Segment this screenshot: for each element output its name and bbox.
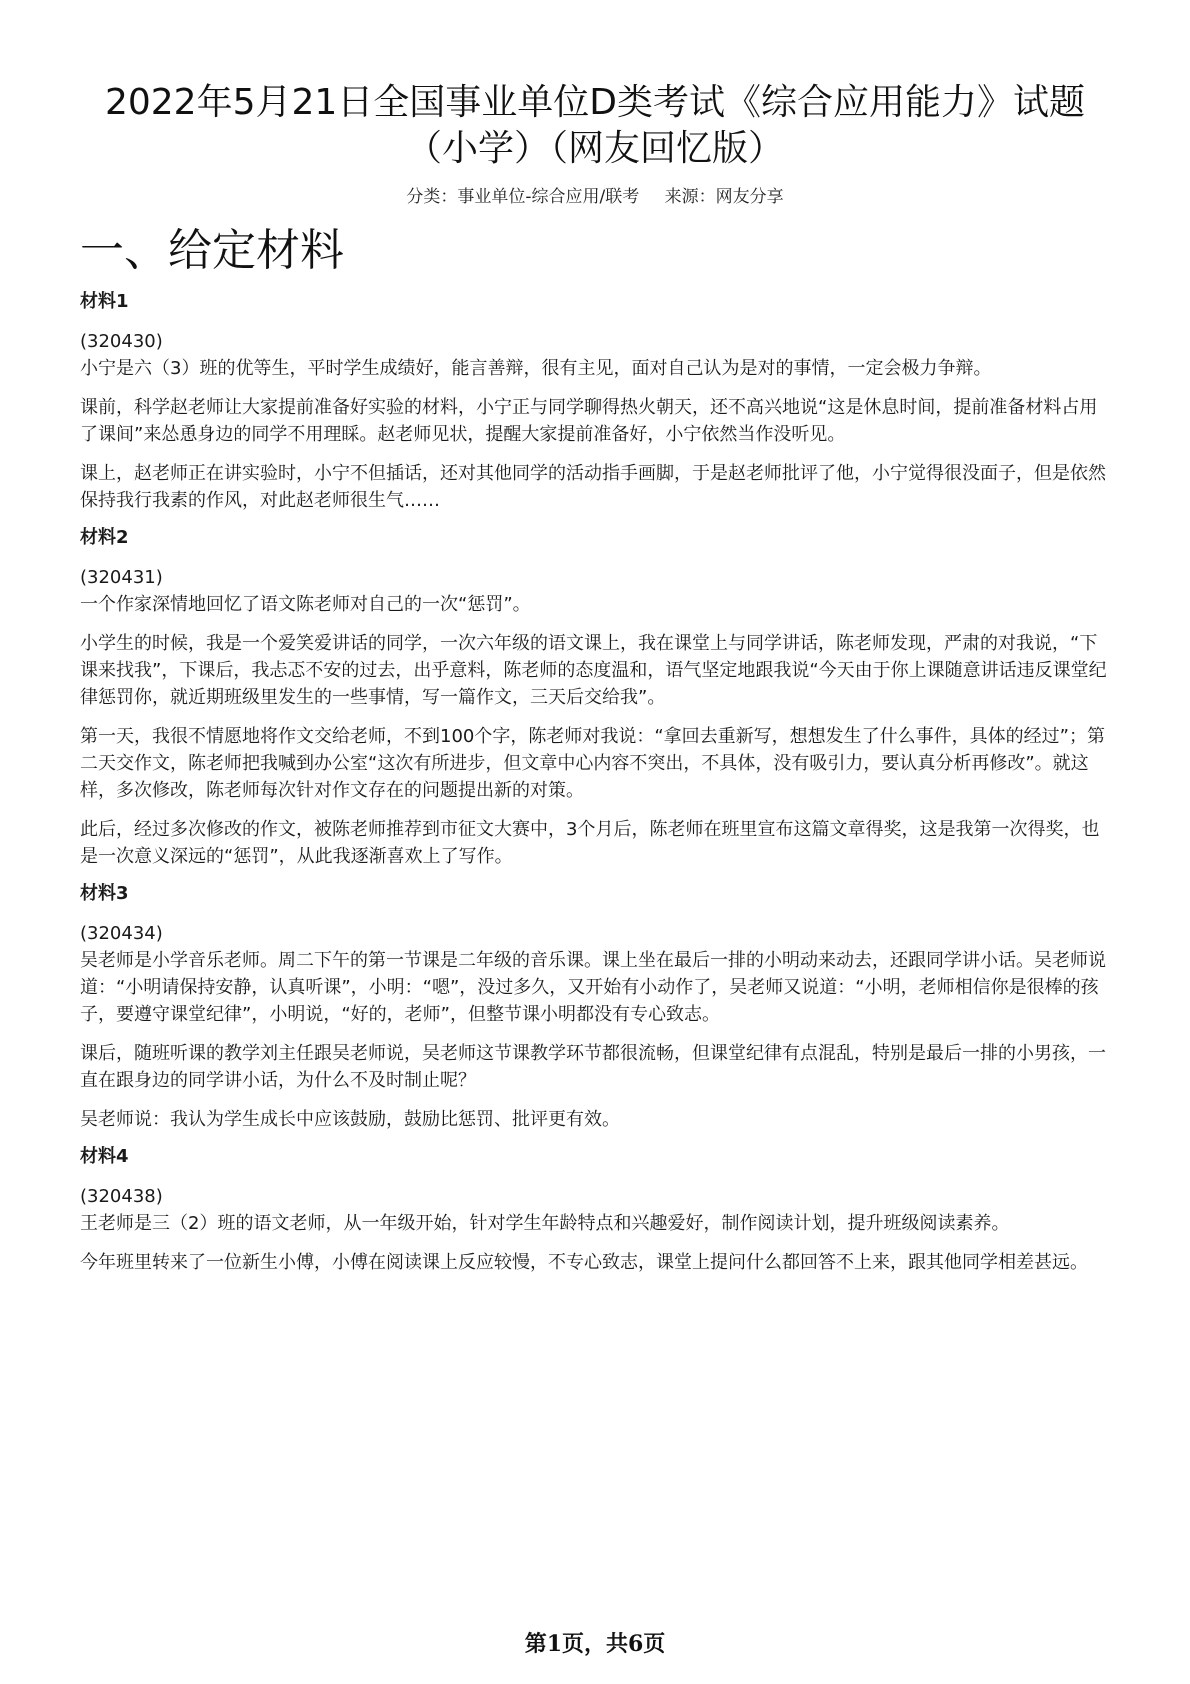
material-code: (320438) bbox=[80, 1186, 163, 1207]
material-paragraph: 王老师是三（2）班的语文老师，从一年级开始，针对学生年龄特点和兴趣爱好，制作阅读计划，提升班级阅读素养。 bbox=[80, 1213, 1010, 1234]
material-block bbox=[80, 526, 1110, 870]
page-number-footer: 第1页，共6页 bbox=[524, 1631, 666, 1657]
material-title: 材料4 bbox=[80, 1146, 129, 1167]
material-paragraph: 小学生的时候，我是一个爱笑爱讲话的同学，一次六年级的语文课上，我在课堂上与同学讲话，陈老师发现，严肃的对我说，“下课来找我”，下课后，我忐忑不安的过去，出乎意料，陈老师的态度温和，语气坚定地跟我说“今天由于你上课随意讲话违反课堂纪律惩罚你，就近期班级里发生的一些事情，写一篇作文，三天后交给我”。 bbox=[80, 633, 1107, 708]
material-paragraph: 课后，随班听课的教学刘主任跟吴老师说，吴老师这节课教学环节都很流畅，但课堂纪律有点混乱，特别是最后一排的小男孩，一直在跟身边的同学讲小话，为什么不及时制止呢？ bbox=[80, 1043, 1106, 1091]
material-code: (320430) bbox=[80, 331, 163, 352]
material-paragraph: 课上，赵老师正在讲实验时，小宁不但插话，还对其他同学的活动指手画脚，于是赵老师批评了他，小宁觉得很没面子，但是依然保持我行我素的作风，对此赵老师很生气…… bbox=[80, 463, 1106, 511]
material-paragraph: 第一天，我很不情愿地将作文交给老师，不到100个字，陈老师对我说：“拿回去重新写，想想发生了什么事件，具体的经过”；第二天交作文，陈老师把我喊到办公室“这次有所进步，但文章中心内容不突出，不具体，没有吸引力，要认真分析再修改”。就这样，多次修改，陈老师每次针对作文存在的问题提出新的对策。 bbox=[80, 726, 1106, 801]
material-title: 材料3 bbox=[80, 883, 129, 904]
material-title: 材料1 bbox=[80, 291, 129, 312]
material-paragraph: 课前，科学赵老师让大家提前准备好实验的材料，小宁正与同学聊得热火朝天，还不高兴地说“这是休息时间，提前准备材料占用了课间”来怂恿身边的同学不用理睬。赵老师见状，提醒大家提前准备好，小宁依然当作没听见。 bbox=[80, 397, 1098, 445]
document-meta bbox=[80, 186, 1110, 208]
document-title: 2022年5月21日全国事业单位D类考试《综合应用能力》试题（小学）（网友回忆版） bbox=[104, 82, 1086, 169]
material-block bbox=[80, 1145, 1110, 1276]
category-label: 分类：事业单位-综合应用/联考 bbox=[406, 187, 640, 207]
material-block bbox=[80, 882, 1110, 1133]
document-page bbox=[80, 80, 1110, 1288]
material-code: (320431) bbox=[80, 567, 163, 588]
section-title: 一、给定材料 bbox=[80, 225, 344, 276]
material-title: 材料2 bbox=[80, 527, 129, 548]
material-paragraph: 吴老师说：我认为学生成长中应该鼓励，鼓励比惩罚、批评更有效。 bbox=[80, 1109, 620, 1130]
source-label: 来源：网友分享 bbox=[664, 187, 784, 207]
material-code: (320434) bbox=[80, 923, 163, 944]
material-block bbox=[80, 290, 1110, 514]
material-paragraph: 此后，经过多次修改的作文，被陈老师推荐到市征文大赛中，3个月后，陈老师在班里宣布这篇文章得奖，这是我第一次得奖，也是一次意义深远的“惩罚”，从此我逐渐喜欢上了写作。 bbox=[80, 819, 1100, 867]
material-paragraph: 今年班里转来了一位新生小傅，小傅在阅读课上反应较慢，不专心致志，课堂上提问什么都回答不上来，跟其他同学相差甚远。 bbox=[80, 1252, 1088, 1273]
material-paragraph: 吴老师是小学音乐老师。周二下午的第一节课是二年级的音乐课。课上坐在最后一排的小明动来动去，还跟同学讲小话。吴老师说道：“小明请保持安静，认真听课”，小明：“嗯”，没过多久，又开始有小动作了，吴老师又说道：“小明，老师相信你是很棒的孩子，要遵守课堂纪律”，小明说，“好的，老师”，但整节课小明都没有专心致志。 bbox=[80, 950, 1106, 1025]
material-paragraph: 小宁是六（3）班的优等生，平时学生成绩好，能言善辩，很有主见，面对自己认为是对的事情，一定会极力争辩。 bbox=[80, 358, 992, 379]
material-paragraph: 一个作家深情地回忆了语文陈老师对自己的一次“惩罚”。 bbox=[80, 594, 531, 615]
